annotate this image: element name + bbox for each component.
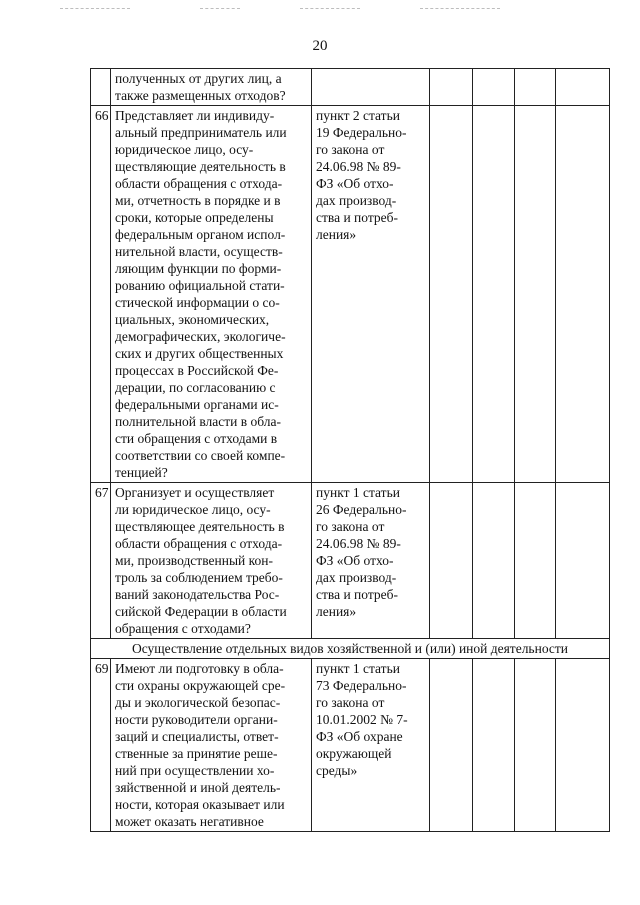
reference-cell xyxy=(312,69,430,106)
answer-cell xyxy=(430,659,473,832)
reference-cell: пункт 1 статьи 26 Федерально- го закона от 24.06.98 № 89- ФЗ «Об отхо- дах производ- ства и потреб- ления» xyxy=(312,483,430,639)
section-header-row xyxy=(91,639,610,659)
row-number: 66 xyxy=(91,106,111,483)
answer-cell xyxy=(515,659,556,832)
reference-cell: пункт 1 статьи 73 Федерально- го закона от 10.01.2002 № 7- ФЗ «Об охране окружающей среды» xyxy=(312,659,430,832)
answer-cell xyxy=(473,69,515,106)
reference-cell: пункт 2 статьи 19 Федерально- го закона от 24.06.98 № 89- ФЗ «Об отхо- дах производ- ства и потреб- ления» xyxy=(312,106,430,483)
answer-cell xyxy=(515,483,556,639)
question-cell: Организует и осуществляет ли юридическое лицо, осу- ществляющее деятельность в области обращения с отхода- ми, производственный кон- троль за соблюдением требо- ваний законодательства Рос- сийской Федерации в области обращения с отходами? xyxy=(111,483,312,639)
scan-artifact-line xyxy=(300,8,360,9)
table-row xyxy=(91,106,610,483)
answer-cell xyxy=(430,69,473,106)
answer-cell xyxy=(473,106,515,483)
question-cell: Представляет ли индивиду- альный предприниматель или юридическое лицо, осу- ществляющие деятельность в области обращения с отхода- ми, отчетность в порядке и в сроки, которые определены федеральным органом испол- нительной власти, осуществ- ляющим функции по форми- рованию официальной стати- стической информации о со- циальных, экономических, демографических, экологиче- ских и других общественных процессах в Российской Фе- дерации, по согласованию с федеральными органами ис- полнительной власти в обла- сти обращения с отходами в соответствии со своей компе- тенцией? xyxy=(111,106,312,483)
question-cell: Имеют ли подготовку в обла- сти охраны окружающей сре- ды и экологической безопас- ности руководители органи- заций и специалисты, ответ- ственные за принятие реше- ний при осуществлении хо- зяйственной и иной деятель- ности, которая оказывает или может оказать негативное xyxy=(111,659,312,832)
answer-cell xyxy=(515,106,556,483)
row-number xyxy=(91,69,111,106)
scan-artifact-line xyxy=(200,8,240,9)
answer-cell xyxy=(515,69,556,106)
answer-cell xyxy=(556,69,610,106)
answer-cell xyxy=(556,659,610,832)
answer-cell xyxy=(473,483,515,639)
page-number: 20 xyxy=(312,38,328,54)
answer-cell xyxy=(556,483,610,639)
answer-cell xyxy=(430,106,473,483)
row-number: 67 xyxy=(91,483,111,639)
section-header: Осуществление отдельных видов хозяйственной и (или) иной деятельности xyxy=(91,639,610,659)
table-row xyxy=(91,659,610,832)
table-row xyxy=(91,69,610,106)
scan-artifact-line xyxy=(420,8,500,9)
checklist-table xyxy=(90,68,610,832)
answer-cell xyxy=(556,106,610,483)
answer-cell xyxy=(473,659,515,832)
scan-artifact-line xyxy=(60,8,130,9)
answer-cell xyxy=(430,483,473,639)
table-row xyxy=(91,483,610,639)
question-cell: полученных от других лиц, а также размещенных отходов? xyxy=(111,69,312,106)
row-number: 69 xyxy=(91,659,111,832)
